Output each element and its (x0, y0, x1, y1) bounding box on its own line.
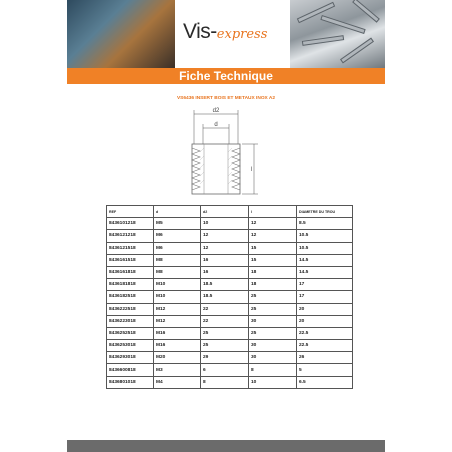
cell-d: M12 (154, 315, 201, 327)
cell-l: 15 (249, 254, 297, 266)
cell-ref: 8436223018 (107, 315, 154, 327)
cell-l: 18 (249, 279, 297, 291)
table-row (107, 218, 353, 230)
cell-d2: 18.5 (201, 279, 249, 291)
header-d: d (154, 206, 201, 218)
cell-hole-diameter: 22.5 (297, 340, 353, 352)
cell-d2: 10 (201, 218, 249, 230)
header-hole-diameter: DIAMETRE DU TROU (297, 206, 353, 218)
l-label: l (250, 167, 252, 173)
cell-d: M6 (154, 230, 201, 242)
table-row (107, 303, 353, 315)
cell-l: 30 (249, 340, 297, 352)
cell-l: 25 (249, 303, 297, 315)
cell-hole-diameter: 10.5 (297, 230, 353, 242)
header-d2: d2 (201, 206, 249, 218)
cell-l: 25 (249, 327, 297, 339)
logo-main-text: Vis- (183, 20, 217, 43)
table-row (107, 254, 353, 266)
product-subtitle: VS6436 INSERT BOIS ET METAUX INOX A2 (176, 96, 276, 101)
cell-d2: 22 (201, 315, 249, 327)
cell-d: M5 (154, 218, 201, 230)
cell-l: 15 (249, 242, 297, 254)
cell-d2: 16 (201, 266, 249, 278)
cell-ref: 8436600818 (107, 364, 154, 376)
table-body (107, 218, 353, 389)
cell-ref: 8436161818 (107, 266, 154, 278)
cell-d: M20 (154, 352, 201, 364)
cell-d2: 25 (201, 327, 249, 339)
cell-ref: 8436181818 (107, 279, 154, 291)
cell-d: M16 (154, 340, 201, 352)
logo-area (175, 0, 290, 68)
cell-hole-diameter: 17 (297, 291, 353, 303)
cell-ref: 8436101218 (107, 218, 154, 230)
header-l: l (249, 206, 297, 218)
cell-ref: 8436222518 (107, 303, 154, 315)
cell-ref: 8436293018 (107, 352, 154, 364)
table-row (107, 266, 353, 278)
table-row (107, 230, 353, 242)
cell-d: M8 (154, 254, 201, 266)
cell-d2: 29 (201, 352, 249, 364)
table-row (107, 352, 353, 364)
cell-d: M10 (154, 279, 201, 291)
cell-hole-diameter: 8.5 (297, 218, 353, 230)
cell-l: 8 (249, 364, 297, 376)
cell-hole-diameter: 20 (297, 303, 353, 315)
cell-d2: 12 (201, 242, 249, 254)
logo-accent-text: express (216, 27, 268, 42)
table-header-row (107, 206, 353, 218)
cell-d2: 18.5 (201, 291, 249, 303)
table-row (107, 364, 353, 376)
cell-d2: 22 (201, 303, 249, 315)
screws-photo (290, 0, 385, 68)
title-bar (67, 68, 385, 84)
header-banner (67, 0, 385, 68)
cell-l: 10 (249, 376, 297, 388)
cell-d: M10 (154, 291, 201, 303)
cell-hole-diameter: 22.5 (297, 327, 353, 339)
cell-l: 12 (249, 218, 297, 230)
cell-l: 12 (249, 230, 297, 242)
cell-d: M3 (154, 364, 201, 376)
cell-ref: 8436253018 (107, 340, 154, 352)
insert-technical-drawing (176, 104, 276, 200)
cell-ref: 8436121518 (107, 242, 154, 254)
table-row (107, 242, 353, 254)
cell-d: M8 (154, 266, 201, 278)
cell-hole-diameter: 26 (297, 352, 353, 364)
table-row (107, 291, 353, 303)
cell-ref: 8436121218 (107, 230, 154, 242)
cell-d: M6 (154, 242, 201, 254)
cell-ref: 8436801018 (107, 376, 154, 388)
table-row (107, 340, 353, 352)
cell-ref: 8436161518 (107, 254, 154, 266)
brand-logo (183, 20, 267, 44)
cell-hole-diameter: 20 (297, 315, 353, 327)
cell-hole-diameter: 6.5 (297, 376, 353, 388)
table-row (107, 327, 353, 339)
cell-hole-diameter: 14.5 (297, 254, 353, 266)
cell-d: M12 (154, 303, 201, 315)
page-title: Fiche Technique (179, 69, 273, 83)
cell-d: M16 (154, 327, 201, 339)
table-row (107, 279, 353, 291)
cell-d2: 16 (201, 254, 249, 266)
cell-hole-diameter: 5 (297, 364, 353, 376)
cell-hole-diameter: 10.5 (297, 242, 353, 254)
cell-hole-diameter: 14.5 (297, 266, 353, 278)
cell-d2: 12 (201, 230, 249, 242)
d-label: d (214, 122, 218, 128)
workshop-photo (67, 0, 175, 68)
cell-hole-diameter: 17 (297, 279, 353, 291)
cell-ref: 8436182518 (107, 291, 154, 303)
cell-d2: 25 (201, 340, 249, 352)
cell-l: 18 (249, 266, 297, 278)
cell-d: M4 (154, 376, 201, 388)
spec-table (106, 205, 353, 389)
footer-bar (67, 440, 385, 452)
cell-ref: 8436252518 (107, 327, 154, 339)
table-row (107, 315, 353, 327)
d2-label: d2 (212, 108, 220, 114)
cell-d2: 6 (201, 364, 249, 376)
cell-l: 25 (249, 291, 297, 303)
cell-l: 30 (249, 352, 297, 364)
cell-d2: 8 (201, 376, 249, 388)
cell-l: 30 (249, 315, 297, 327)
header-ref: REF (107, 206, 154, 218)
table-row (107, 376, 353, 388)
